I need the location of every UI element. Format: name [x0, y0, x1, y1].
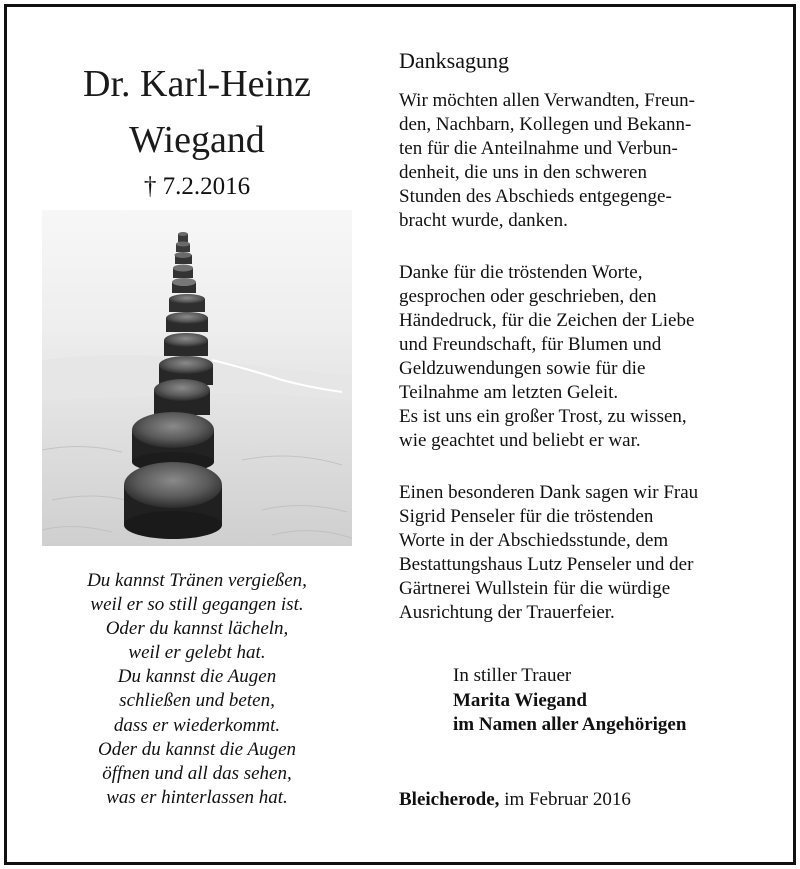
deceased-name-line1: Dr. Karl-Heinz — [83, 63, 311, 105]
poem-line: öffnen und all das sehen, — [102, 762, 292, 784]
poem-line: Du kannst die Augen — [117, 666, 277, 688]
memorial-photo — [42, 210, 352, 546]
text-line: Danke für die tröstenden Worte, — [399, 262, 643, 283]
deceased-name-line2: Wiegand — [129, 119, 265, 161]
text-line: gesprochen oder geschrieben, den — [399, 286, 657, 307]
signature-block — [453, 664, 686, 738]
place-date-line — [399, 788, 631, 812]
text-line: denheit, die uns in den schweren — [399, 162, 647, 183]
text-line: Worte in der Abschiedsstunde, dem — [399, 530, 669, 551]
poem-line: schließen und beten, — [119, 690, 275, 712]
text-line: bracht wurde, danken. — [399, 210, 568, 231]
signature-intro: In stiller Trauer — [453, 665, 572, 686]
thanks-paragraph-1 — [399, 89, 769, 233]
text-line: Gärtnerei Wullstein für die würdige — [399, 578, 671, 599]
death-date: † 7.2.2016 — [143, 173, 251, 200]
text-line: Wir möchten allen Verwandten, Freun- — [399, 90, 695, 111]
poem-line: dass er wiederkommt. — [113, 714, 281, 736]
poem-line: weil er gelebt hat. — [128, 642, 266, 664]
memorial-poem — [42, 569, 352, 810]
text-line: wie geachtet und beliebt er war. — [399, 430, 641, 451]
text-line: Teilnahme am letzten Geleit. — [399, 382, 619, 403]
date-text: im Februar 2016 — [504, 789, 631, 810]
text-line: Händedruck, für die Zeichen der Liebe — [399, 310, 695, 331]
place-name: Bleicherode, — [399, 789, 500, 810]
poem-line: Du kannst Tränen vergießen, — [87, 570, 307, 591]
signature-name: Marita Wiegand — [453, 689, 587, 711]
thanks-title: Danksagung — [399, 48, 509, 73]
text-line: Bestattungshaus Lutz Penseler und der — [399, 554, 694, 575]
text-line: Es ist uns ein großer Trost, zu wissen, — [399, 406, 687, 427]
text-line: Geldzuwendungen sowie für die — [399, 358, 646, 379]
thanks-paragraph-3 — [399, 481, 769, 625]
text-line: Ausrichtung der Trauerfeier. — [399, 602, 615, 623]
text-line: Sigrid Penseler für die tröstenden — [399, 506, 654, 527]
signature-family: im Namen aller Angehörigen — [453, 714, 687, 735]
text-line: ten für die Anteilnahme und Verbun- — [399, 138, 678, 159]
poem-line: Oder du kannst die Augen — [97, 738, 297, 760]
poem-line: was er hinterlassen hat. — [106, 786, 288, 808]
text-line: Einen besonderen Dank sagen wir Frau — [399, 482, 699, 503]
poem-line: Oder du kannst lächeln, — [105, 618, 289, 640]
text-line: und Freundschaft, für Blumen und — [399, 334, 662, 355]
text-line: den, Nachbarn, Kollegen und Bekann- — [399, 114, 692, 135]
text-line: Stunden des Abschieds entgegenge- — [399, 186, 672, 207]
thanks-paragraph-2 — [399, 261, 769, 453]
poem-line: weil er so still gegangen ist. — [90, 594, 304, 616]
